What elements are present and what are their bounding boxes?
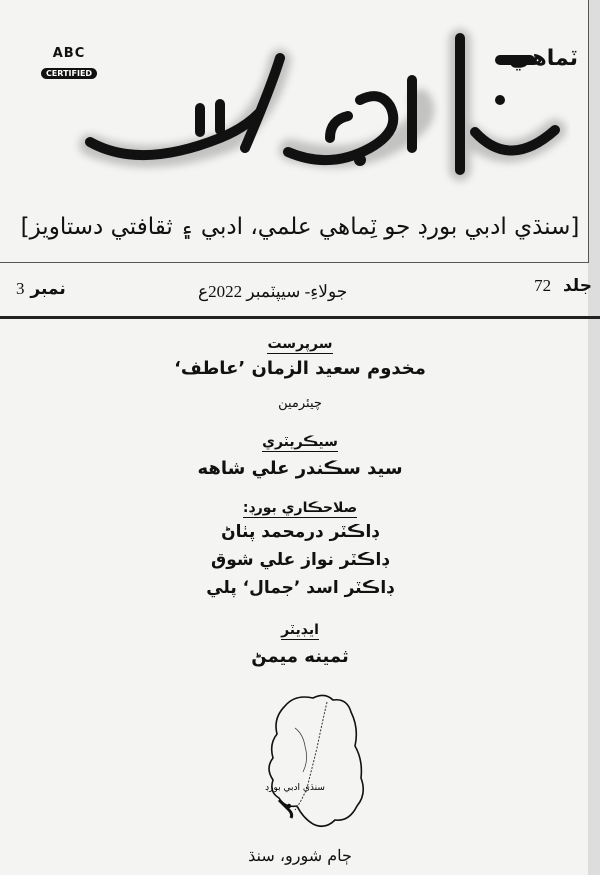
issue-date: جولاءِ- سيپٽمبر 2022ع [198, 282, 348, 301]
publication-place: ڄام شورو، سنڌ [248, 846, 352, 865]
issue-number: 3 [16, 279, 25, 298]
badge-certified-text: CERTIFIED [41, 68, 97, 79]
patron-name: مخدوم سعيد الزمان ’عاطف‘ [174, 358, 426, 379]
issue-label: نمبر [30, 279, 66, 299]
secretary-heading: سيڪريٽري [262, 434, 338, 450]
patron-title: چيئرمين [278, 396, 322, 411]
advisor-item: ڊاڪٽر اسد ’جمال‘ پلي [206, 578, 394, 598]
sindh-map [255, 688, 375, 838]
secretary-name: سيد سڪندر علي شاهه [197, 458, 403, 479]
issue-divider [0, 316, 600, 319]
badge-abc-text: ABC [52, 46, 86, 61]
issue-number-info [10, 279, 66, 299]
patron-heading: سرپرست [267, 336, 333, 352]
quarterly-label: ٽماهي [509, 46, 578, 71]
masthead-subtitle: [سنڌي ادبي بورڊ جو ٽِماهي علمي، ادبي ۽ ثقافتي دستاويز] [20, 214, 580, 240]
advisor-item: ڊاڪٽر نواز علي شوق [211, 550, 389, 570]
advisory-heading: صلاحڪاري بورڊ: [242, 500, 358, 516]
editor-heading: ايڊيٽر [281, 622, 319, 638]
volume-number: 72 [534, 276, 552, 295]
volume-info [534, 276, 592, 296]
magazine-logo [30, 20, 570, 210]
advisor-item: ڊاڪٽر درمحمد پٺاڻ [221, 522, 379, 542]
editor-name: ثمينه ميمڻ [251, 646, 349, 667]
volume-label: جلد [562, 276, 592, 296]
map-label: سنڌي ادبي بورڊ [265, 783, 325, 793]
